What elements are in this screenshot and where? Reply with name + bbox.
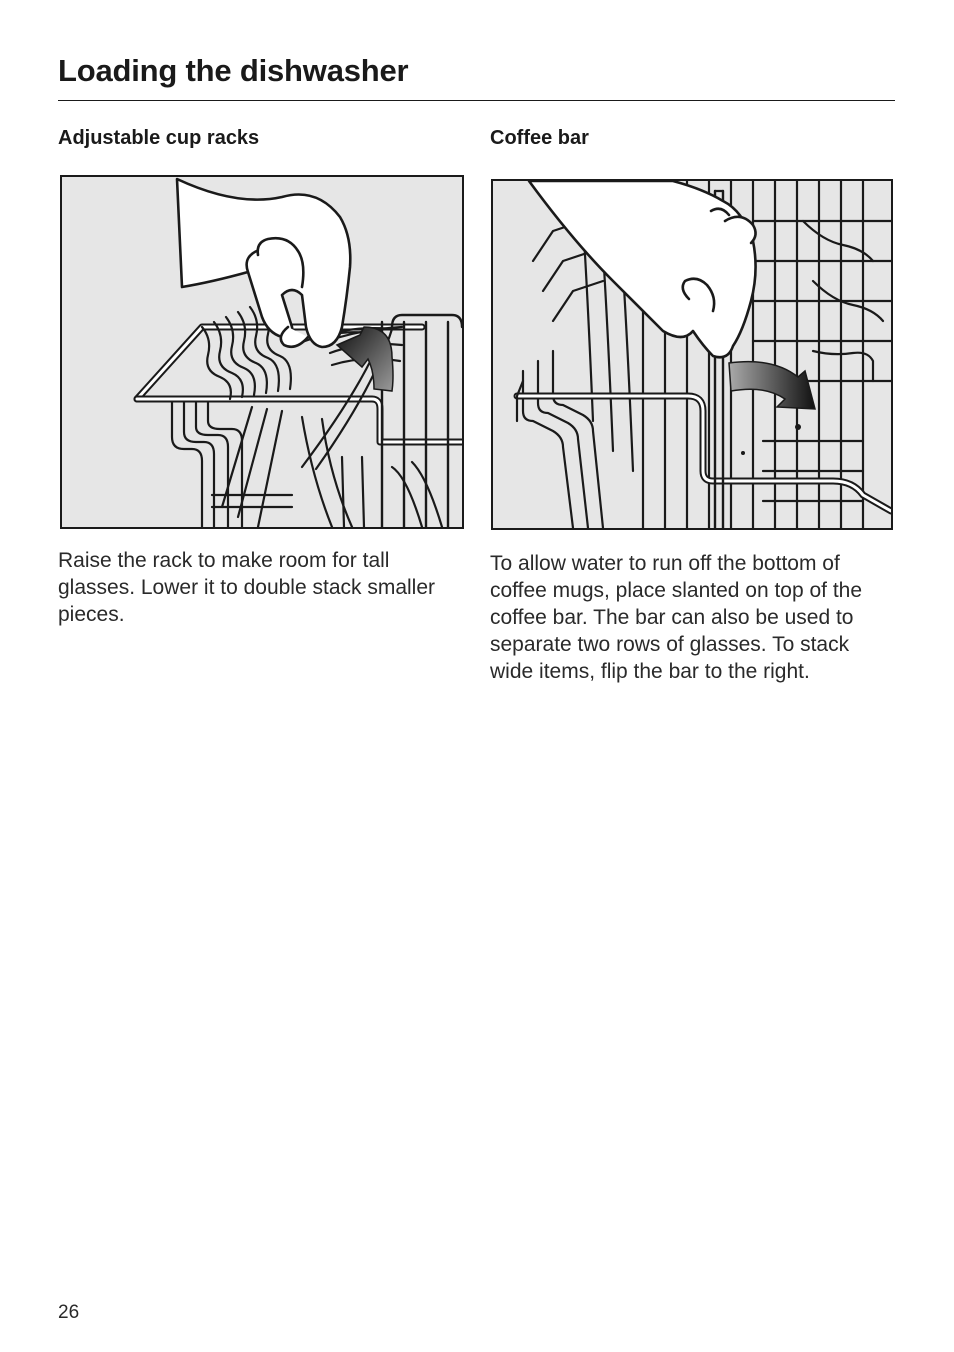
- page-number: 26: [58, 1302, 80, 1323]
- cup-rack-illustration: [60, 175, 464, 529]
- coffee-bar-text: To allow water to run off the bottom of coffee mugs, place slanted on top of the coffee bar. The bar can also be used to separate two rows of glasses. To stack wide items, flip the bar to the right.: [490, 552, 863, 683]
- coffee-bar-illustration: [491, 179, 893, 530]
- section-heading-coffee-bar: Coffee bar: [490, 127, 589, 149]
- title-divider: [58, 100, 895, 101]
- section-heading-adjustable-cup-racks: Adjustable cup racks: [58, 127, 260, 149]
- adjustable-cup-racks-text: Raise the rack to make room for tall glasses. Lower it to double stack smaller pieces.: [58, 549, 436, 626]
- page-title: Loading the dishwasher: [58, 53, 409, 88]
